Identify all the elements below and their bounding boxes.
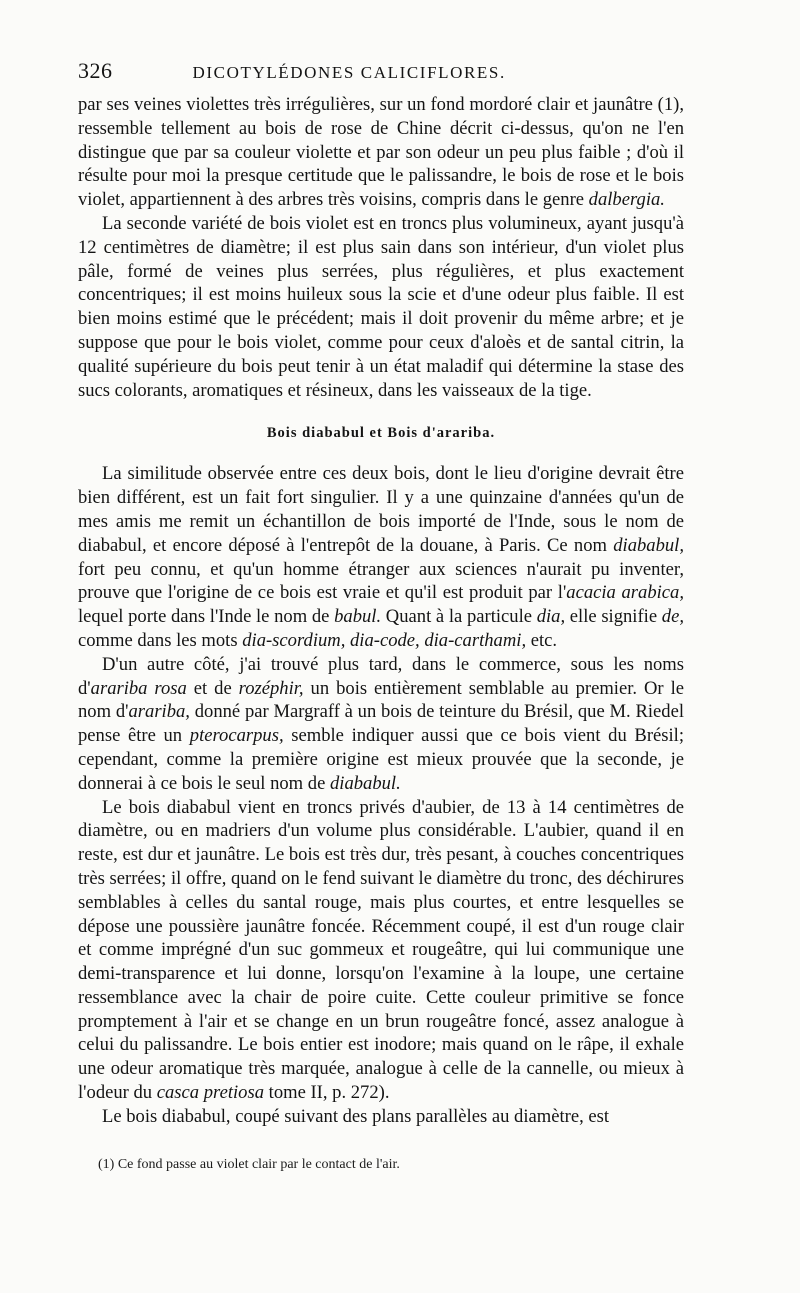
body-text	[78, 93, 684, 1129]
p3-italic-2: acacia arabica,	[566, 582, 684, 604]
p4-italic-1: arariba rosa	[90, 677, 187, 699]
running-title: DICOTYLÉDONES CALICIFLORES.	[192, 63, 506, 82]
p4-text-a: D'un autre côté, j'ai trouvé plus tard, dans le commerce, sous les noms d'	[78, 653, 684, 699]
paragraph-1-genus: dalbergia.	[588, 189, 665, 211]
p5-italic-1: casca pretiosa	[156, 1082, 264, 1104]
p3-italic-6: dia-scordium, dia-code, dia-carthami,	[242, 629, 527, 651]
paragraph-2: La seconde variété de bois violet est en troncs plus volumineux, ayant jusqu'à 12 centimètres de diamètre; il est plus sain dans son intérieur, d'un violet plus pâle, formé de veines plus serrées, plus régulières, et plus exactement concentriques; il est moins huileux sous la scie et d'une odeur plus faible. Il est bien moins estimé que le précédent; mais il doit provenir du même arbre; et je suppose que pour le bois violet, comme pour ceux d'aloès et de santal citrin, la qualité supérieure du bois peut tenir à un état maladif qui détermine la stase des sucs colorants, aromatiques et résineux, dans les vaisseaux de la tige.	[78, 212, 684, 401]
p4-text-e: semble indiquer aussi que ce bois vient du Brésil; cependant, comme la première origine est mieux prouvée que la seconde, je donnerai à ce bois le seul nom de	[78, 725, 684, 794]
p3-text-f: comme dans les mots	[78, 629, 243, 651]
p4-italic-2: rozéphir,	[238, 677, 304, 699]
p3-text-a: La similitude observée entre ces deux bois, dont le lieu d'origine devrait être bien différent, est un fait fort singulier. Il y a une quinzaine d'années qu'un de mes amis me remit un échantillon de bois importé de l'Inde, sous le nom de diababul, et encore déposé à l'entrepôt de la douane, à Paris. Ce nom	[78, 463, 684, 556]
p4-italic-4: pterocarpus,	[189, 725, 284, 747]
paragraph-6: Le bois diababul, coupé suivant des plans parallèles au diamètre, est	[102, 1105, 610, 1127]
footnote: (1) Ce fond passe au violet clair par le contact de l'air.	[98, 1157, 400, 1172]
p3-text-c: lequel porte dans l'Inde le nom de	[78, 606, 335, 628]
p4-text-b: et de	[186, 677, 239, 699]
p4-italic-5: diababul.	[329, 772, 401, 794]
p3-text-e: elle signifie	[565, 606, 662, 628]
p5-text-a: Le bois diababul vient en troncs privés d'aubier, de 13 à 14 centimètres de diamètre, ou en madriers d'un volume plus considérable. L'aubier, quand il en reste, est dur et jaunâtre. Le bois est très dur, très pesant, à couches concentriques très serrées; il offre, quand on le fend suivant le diamètre du tronc, des déchirures semblables à celles du santal rouge, mais plus courtes, et entre lesquelles se dépose une poussière jaunâtre foncée. Récemment coupé, il est d'un rouge clair et comme imprégné d'un suc gommeux et rougeâtre, qui lui communique une demi-transparence et lui donne, lorsqu'on l'examine à la loupe, une certaine ressemblance avec la chair de poire cuite. Cette couleur primitive se fonce promptement à l'air et se change en un brun rougeâtre foncé, assez analogue à celui du palissandre. Le bois entier est inodore; mais quand on le râpe, il exhale une odeur aromatique très marquée, analogue à celle de la cannelle, ou mieux à l'odeur du	[78, 796, 684, 1104]
p4-text-d: donné par Margraff à un bois de teinture du Brésil, que M. Riedel pense être un	[78, 701, 684, 747]
p5-text-b: tome II, p. 272).	[264, 1082, 390, 1104]
paragraph-3	[78, 462, 684, 652]
p4-italic-3: arariba,	[128, 701, 190, 723]
p3-text-b: fort peu connu, et qu'un homme étranger aux sciences n'aurait pu inventer, prouve que l'origine de ce bois est vraie et qu'il est produit par l'	[78, 558, 684, 604]
p3-italic-1: diababul,	[613, 534, 684, 556]
running-head	[78, 58, 728, 90]
paragraph-1	[78, 93, 684, 212]
p3-italic-4: dia,	[536, 606, 566, 628]
p3-text-g: etc.	[526, 629, 558, 651]
p3-text-d: Quant à la particule	[381, 606, 537, 628]
paragraph-5	[78, 796, 684, 1105]
paragraph-4	[78, 653, 684, 796]
paragraph-1-text: par ses veines violettes très irrégulières, sur un fond mordoré clair et jaunâtre (1), ressemble tellement au bois de rose de Chine décrit ci-dessus, qu'on ne l'en distingue que par sa couleur violette et par son odeur un peu plus faible ; d'où il résulte pour moi la presque certitude que le palissandre, le bois de rose et le bois violet, appartiennent à des arbres très voisins, compris dans le genre	[78, 94, 684, 211]
p4-text-c: un bois entièrement semblable au premier. Or le nom d'	[78, 677, 684, 723]
p3-italic-5: de,	[661, 606, 684, 628]
page-number: 326	[78, 58, 113, 83]
section-heading: Bois diababul et Bois d'arariba.	[266, 425, 496, 442]
p3-italic-3: babul.	[334, 606, 382, 628]
